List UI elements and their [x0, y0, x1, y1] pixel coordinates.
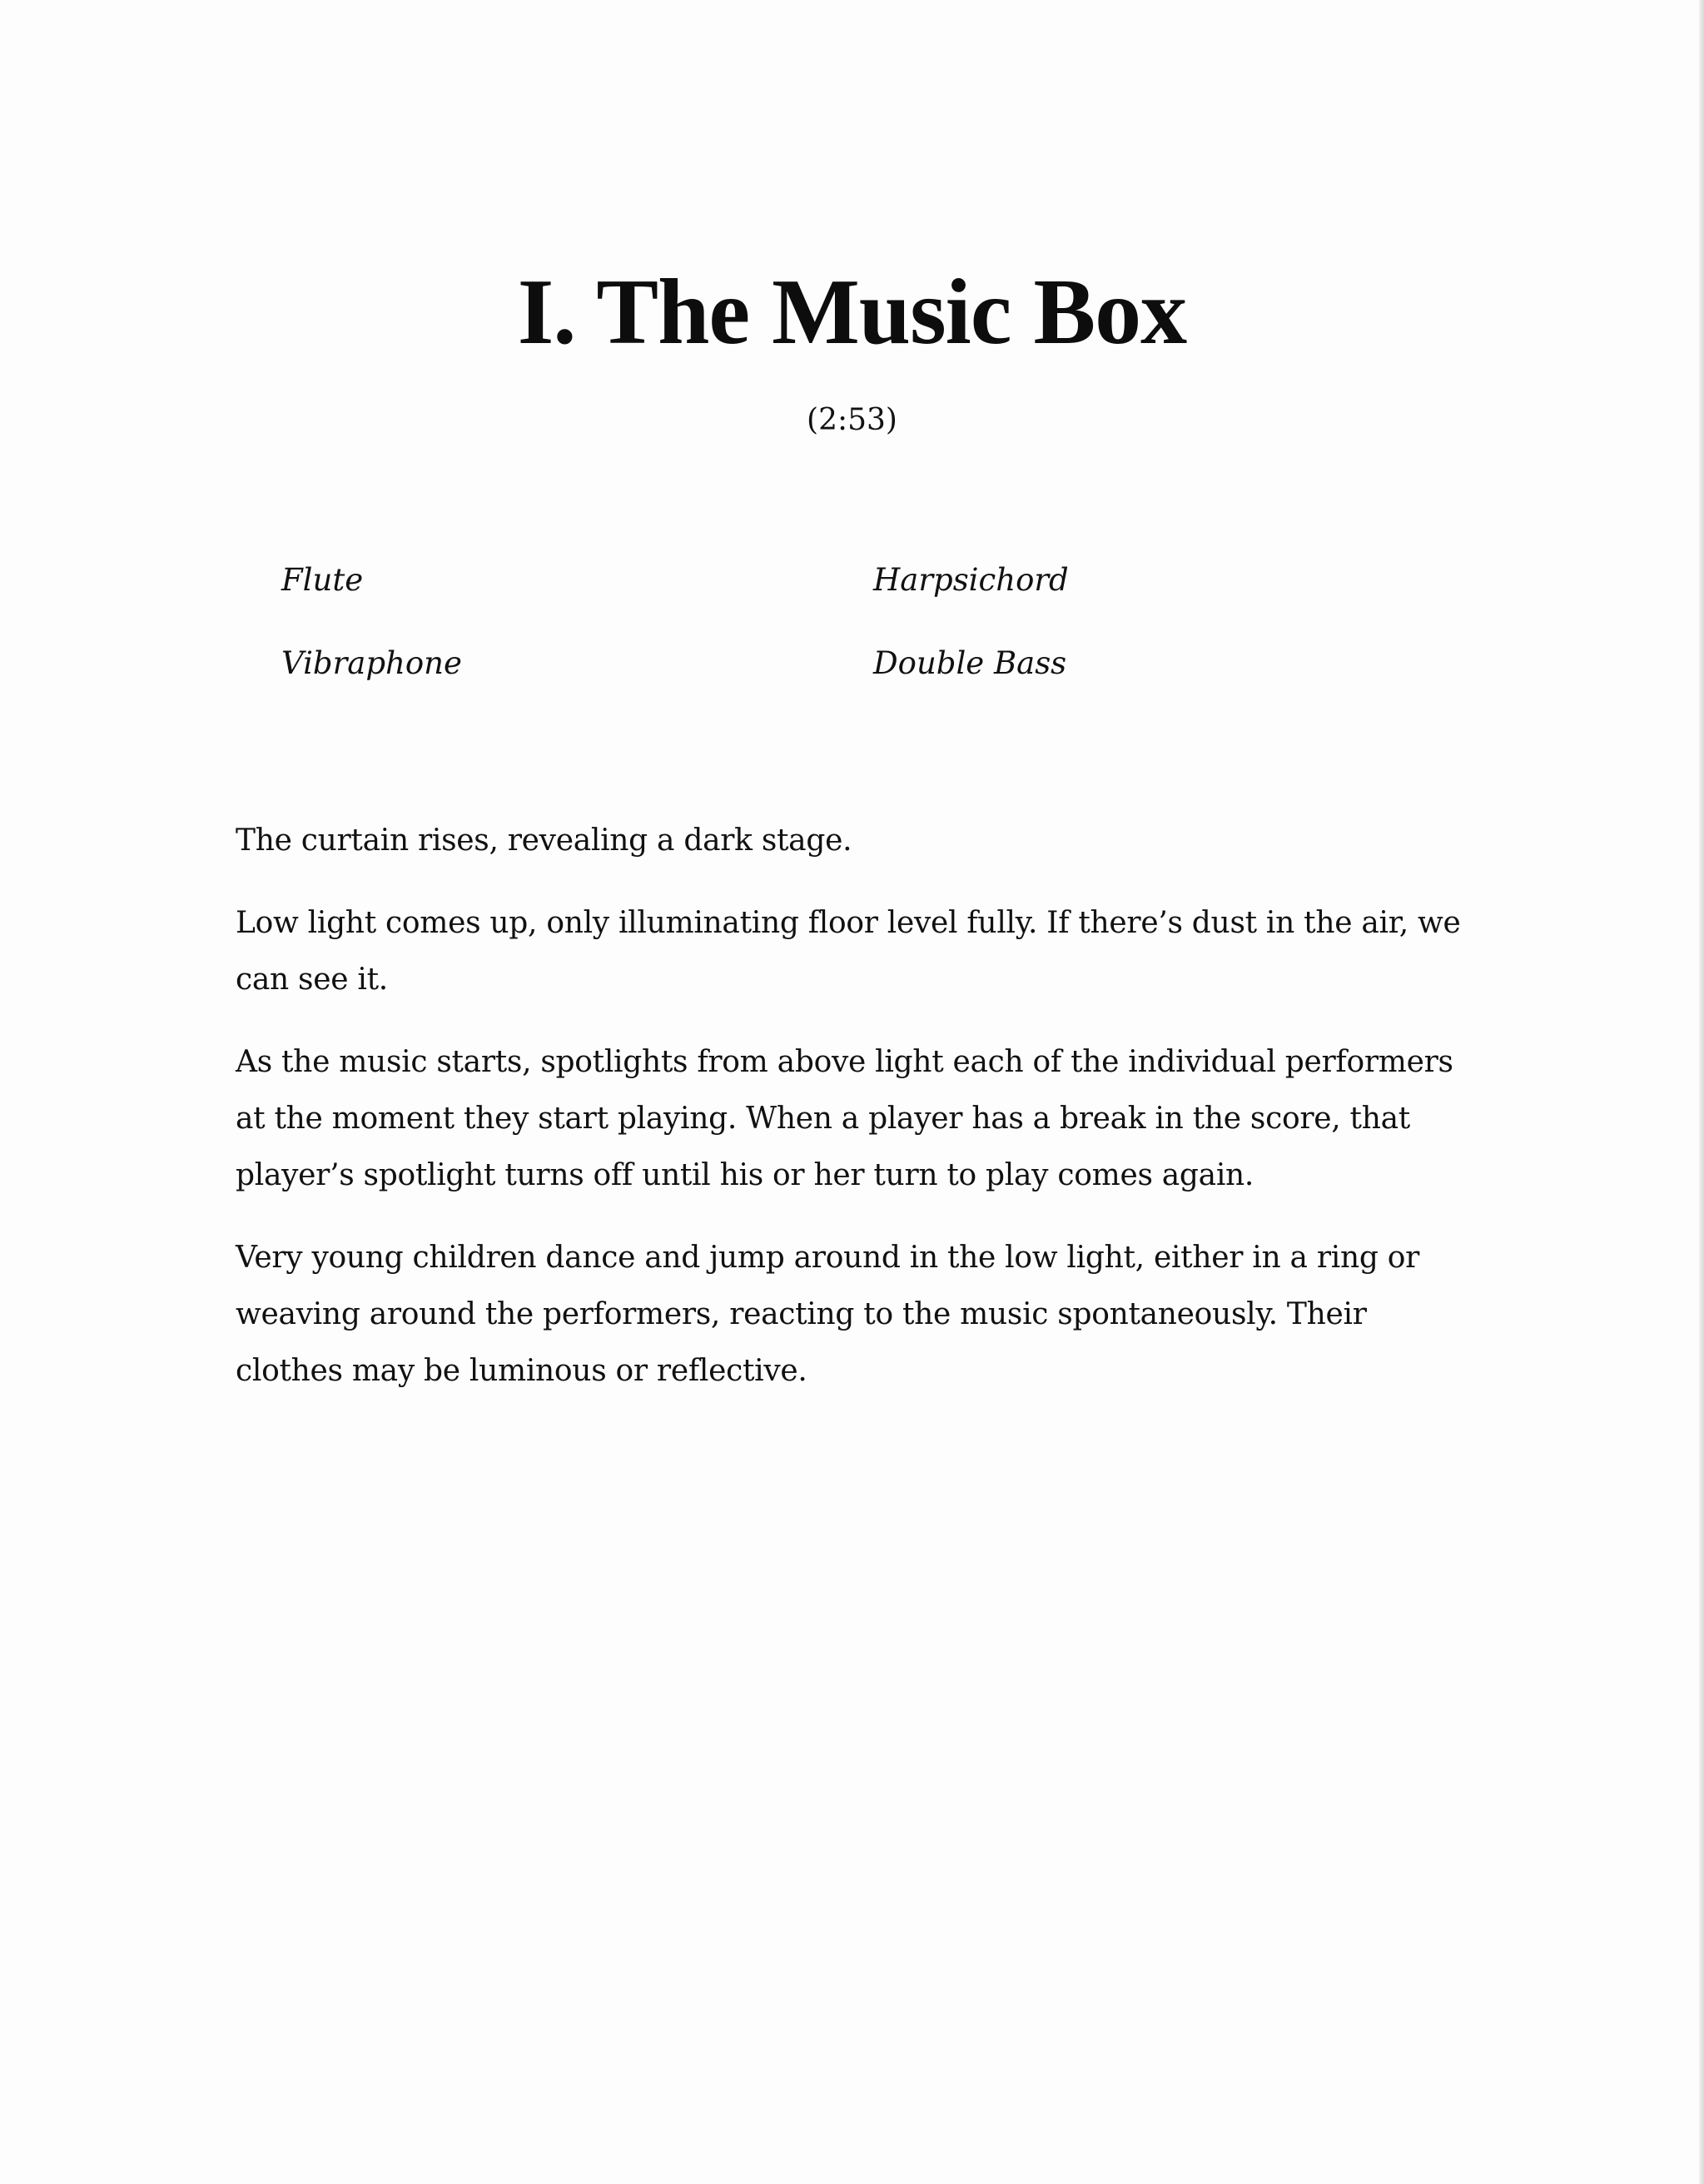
duration-label: (2:53): [807, 403, 897, 437]
page-title: I. The Music Box: [517, 261, 1187, 364]
instrument-flute: Flute: [281, 562, 364, 598]
instrument-harpsichord: Harpsichord: [873, 562, 1069, 598]
instrument-vibraphone: Vibraphone: [281, 645, 462, 681]
paragraph-children: Very young children dance and jump around in the low light, either in a ring or weaving around the performers, reacting to the music spontaneously. Their clothes may be luminous or reflective.: [236, 1241, 1419, 1388]
paragraph-low-light: Low light comes up, only illuminating floor level fully. If there’s dust in the air, we can see it.: [236, 906, 1461, 997]
instrument-list: [281, 560, 1463, 684]
instrument-double-bass: Double Bass: [873, 645, 1067, 681]
paragraph-curtain: The curtain rises, revealing a dark stage.: [236, 823, 852, 858]
stage-directions: [236, 813, 1468, 1425]
paragraph-spotlights: As the music starts, spotlights from above light each of the individual performers at the moment they start playing. When a player has a break in the score, that player’s spotlight turns off until his or her turn to play comes again.: [236, 1045, 1453, 1192]
